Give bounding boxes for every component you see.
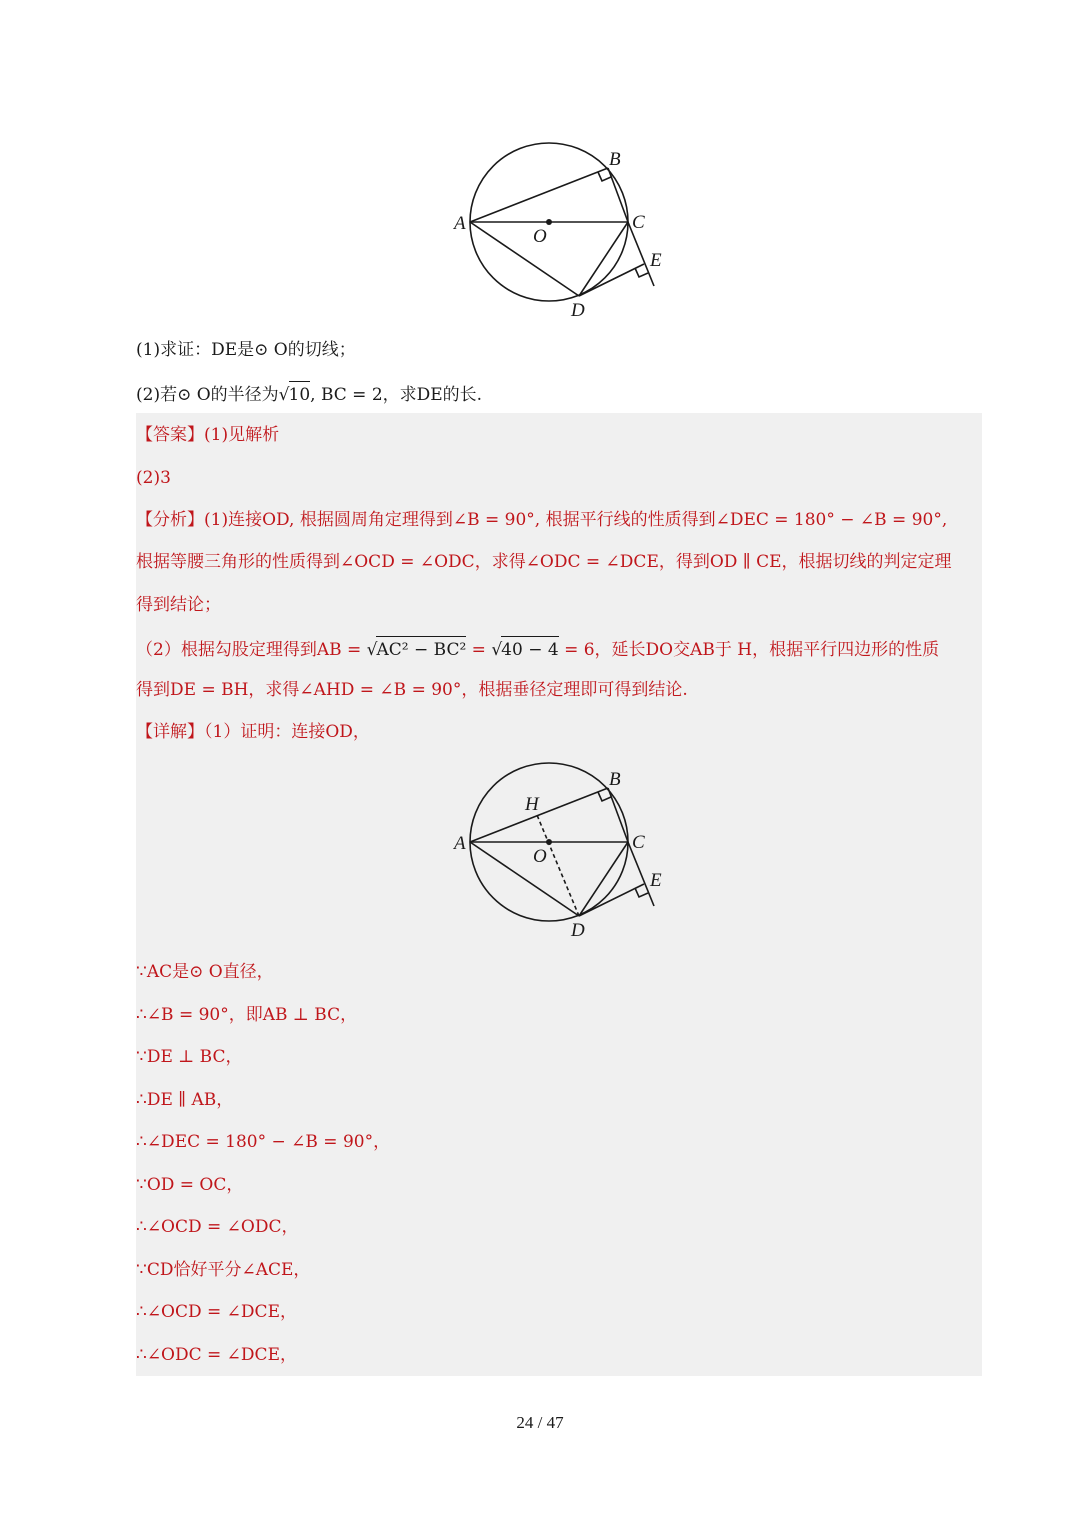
label-o: O	[533, 226, 547, 247]
geometry-figure-2	[440, 755, 680, 945]
page-number: 24 / 47	[516, 1413, 564, 1432]
label-c-2: C	[632, 832, 645, 853]
proof-step: ∵AC是⊙ O直径，	[136, 962, 274, 982]
proof-step: ∴∠B = 90°，即AB ⊥ BC，	[136, 1005, 358, 1025]
question-part-2-prefix: (2)若⊙ O的半径为	[136, 385, 279, 405]
label-h: H	[525, 794, 539, 815]
segment-bc	[608, 168, 628, 222]
proof-step: ∵OD = OC，	[136, 1175, 244, 1195]
analysis-line-4	[136, 636, 939, 662]
proof-step: ∵DE ⊥ BC，	[136, 1047, 243, 1067]
label-c: C	[632, 212, 645, 233]
proof-step: ∴∠ODC = ∠DCE，	[136, 1345, 297, 1365]
proof-step: ∴DE ∥ AB，	[136, 1090, 234, 1110]
right-angle-b-2	[598, 792, 611, 801]
question-part-2-suffix: , BC = 2，求DE的长.	[310, 385, 483, 405]
sqrt-sign-1: √	[366, 640, 378, 660]
analysis-l4-suffix: = 6，延长DO交AB于 H，根据平行四边形的性质	[558, 640, 940, 660]
right-angle-e-2	[635, 888, 648, 897]
figure-2-lines	[470, 763, 654, 921]
proof-step: ∴∠DEC = 180° − ∠B = 90°，	[136, 1132, 391, 1152]
label-b: B	[609, 149, 621, 170]
analysis-line-3: 得到结论；	[136, 595, 221, 615]
label-e: E	[650, 250, 662, 271]
geometry-figure-1	[440, 135, 680, 325]
proof-step: ∴∠OCD = ∠DCE，	[136, 1302, 297, 1322]
segment-cd	[579, 222, 628, 296]
segment-ab-2	[470, 788, 608, 842]
figure-1-lines	[470, 143, 654, 301]
question-part-2	[136, 381, 482, 407]
analysis-l4-mid: =	[466, 640, 492, 660]
label-e-2: E	[650, 870, 662, 891]
answer-line-1: 【答案】(1)见解析	[136, 425, 280, 445]
label-b-2: B	[609, 769, 621, 790]
answer-line-2: (2)3	[136, 468, 171, 488]
right-angle-b	[598, 172, 611, 181]
label-a: A	[454, 213, 466, 234]
label-o-2: O	[533, 846, 547, 867]
segment-ad-2	[470, 842, 579, 916]
segment-cd-2	[579, 842, 628, 916]
analysis-line-5: 得到DE = BH，求得∠AHD = ∠B = 90°，根据垂径定理即可得到结论.	[136, 680, 688, 700]
question-radical: 10	[289, 381, 311, 407]
question-part-1: (1)求证：DE是⊙ O的切线；	[136, 340, 356, 360]
analysis-line-2: 根据等腰三角形的性质得到∠OCD = ∠ODC，求得∠ODC = ∠DCE，得到OD ∥ CE，根据切线的判定定理	[136, 552, 952, 572]
segment-ad	[470, 222, 579, 296]
label-d-2: D	[571, 920, 585, 941]
sqrt-sign: √	[278, 385, 290, 405]
center-o-dot	[546, 219, 552, 225]
proof-step: ∵CD恰好平分∠ACE，	[136, 1260, 311, 1280]
label-a-2: A	[454, 833, 466, 854]
detail-header: 【详解】（1）证明：连接OD，	[136, 722, 370, 742]
label-d: D	[571, 300, 585, 321]
right-angle-e	[635, 268, 648, 277]
analysis-radical-1: AC² − BC²	[376, 636, 466, 662]
sqrt-sign-2: √	[491, 640, 503, 660]
segment-ab	[470, 168, 608, 222]
segment-bc-2	[608, 788, 628, 842]
analysis-line-1: 【分析】(1)连接OD, 根据圆周角定理得到∠B = 90°, 根据平行线的性质得到∠DEC = 180° − ∠B = 90°,	[136, 510, 948, 530]
analysis-radical-2: 40 − 4	[501, 636, 559, 662]
proof-step: ∴∠OCD = ∠ODC，	[136, 1217, 299, 1237]
analysis-l4-prefix: （2）根据勾股定理得到AB =	[136, 640, 367, 660]
center-o-dot-2	[546, 839, 552, 845]
